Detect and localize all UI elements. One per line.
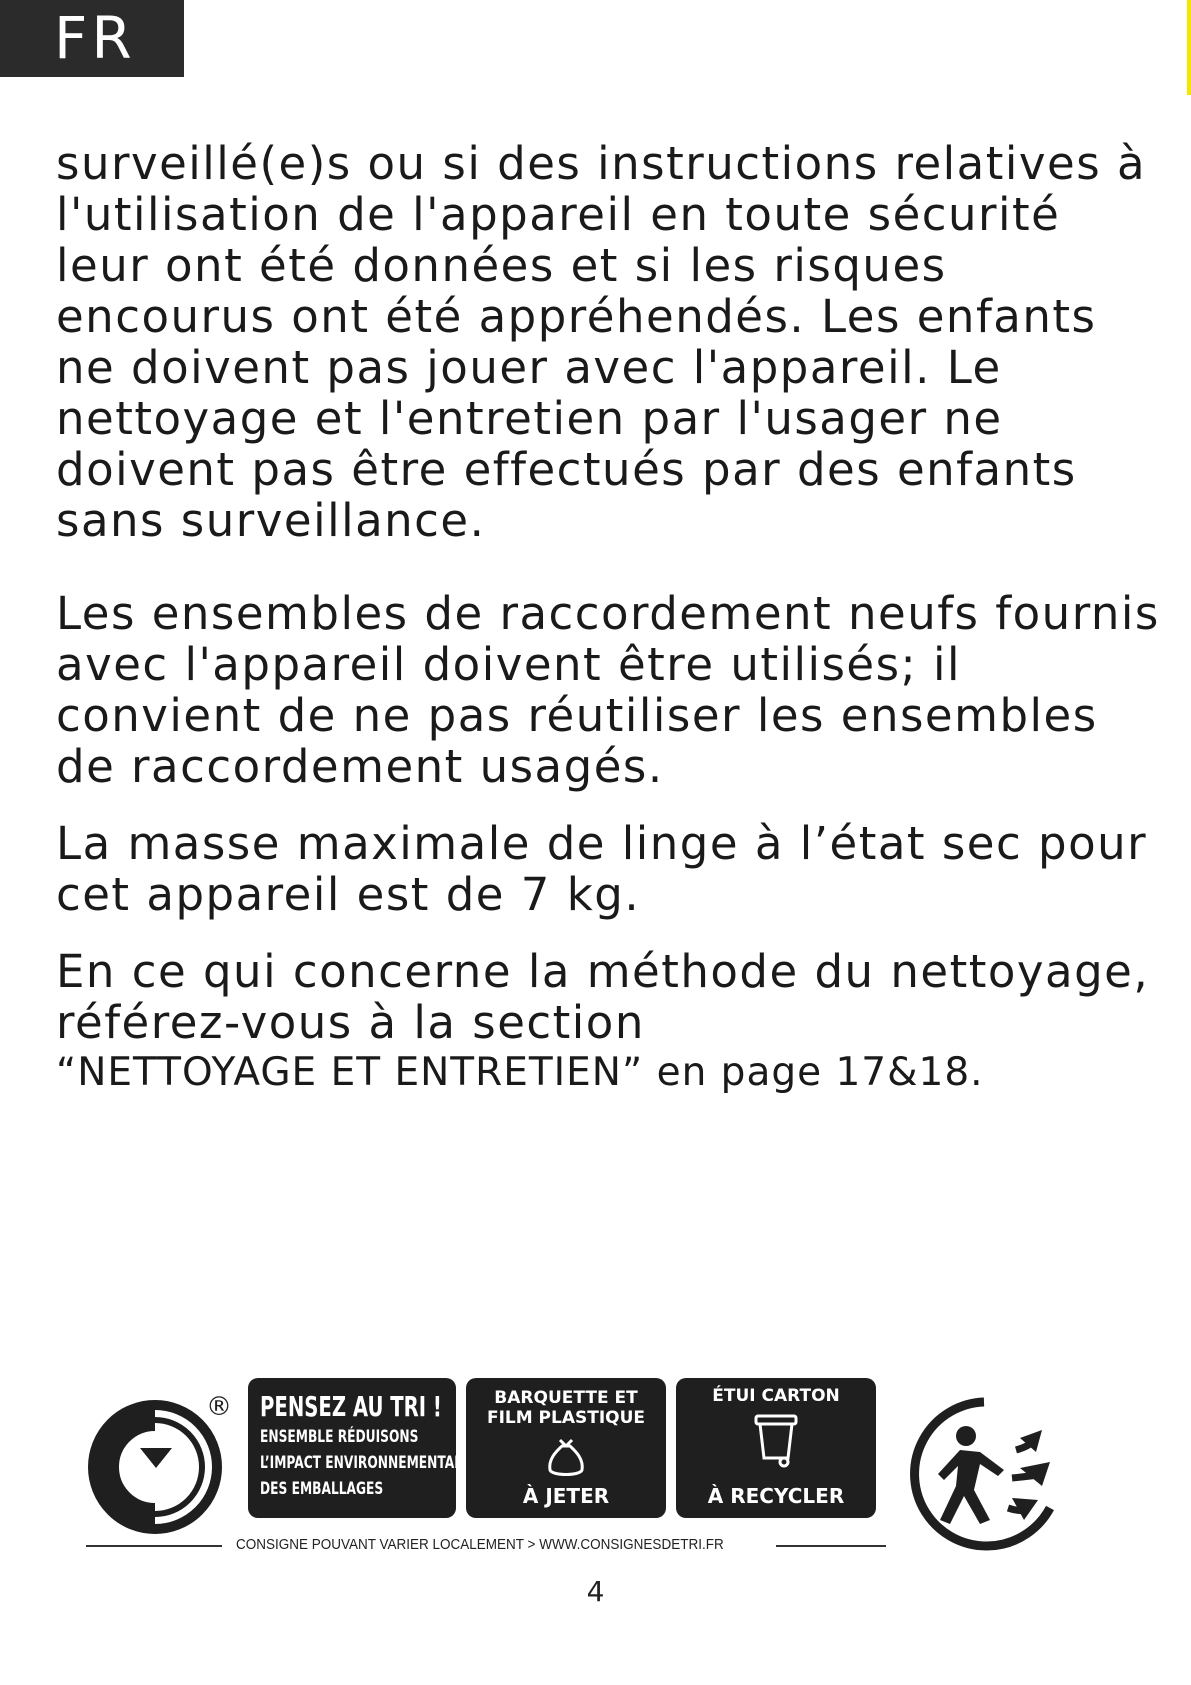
divider-left: [86, 1545, 222, 1547]
carton-head: ÉTUI CARTON: [712, 1386, 840, 1406]
recycling-logos: [86, 1378, 1086, 1518]
cleaning-reference-section: “NETTOYAGE ET ENTRETIEN” en page 17&18.: [56, 1050, 984, 1095]
recycling-bin-icon: [752, 1412, 800, 1468]
pensez-au-tri-box: [248, 1378, 463, 1518]
plastic-film-box: [466, 1378, 666, 1518]
pensez-line-3: DES EMBALLAGES: [260, 1479, 384, 1499]
triman-icon: [900, 1390, 1070, 1558]
carton-foot: À RECYCLER: [707, 1484, 845, 1508]
plastic-film-foot: À JETER: [522, 1484, 610, 1508]
paragraph-supervision: surveillé(e)s ou si des instructions relatives à l'utilisation de l'appareil en toute sécurité leur ont été données et si les risques encourus ont été appréhendés. Les enfants ne doivent pas jouer avec l'appareil. Le nettoyage et l'entretien par l'usager ne doivent pas être effectués par des enfants sans surveillance.: [56, 137, 1147, 547]
paragraph-cleaning-reference: [56, 946, 1166, 1098]
trash-bag-icon: [544, 1436, 588, 1478]
paragraph-connection-sets: Les ensembles de raccordement neufs fournis avec l'appareil doivent être utilisés; il convient de ne pas réutiliser les ensembles de raccordement usagés.: [56, 587, 1160, 793]
instructions-text: [56, 138, 1166, 1098]
plastic-film-head-2: FILM PLASTIQUE: [486, 1408, 646, 1428]
pensez-line-2: L’IMPACT ENVIRONNEMENTAL: [260, 1453, 463, 1473]
language-tab: FR: [0, 0, 184, 77]
plastic-film-head-1: BARQUETTE ET: [494, 1388, 638, 1408]
green-dot-icon: [86, 1398, 224, 1536]
edge-marker: [1187, 0, 1191, 95]
divider-right: [776, 1545, 886, 1547]
pensez-title: PENSEZ AU TRI !: [260, 1390, 442, 1423]
registered-mark: ®: [206, 1392, 232, 1422]
pensez-line-1: ENSEMBLE RÉDUISONS: [260, 1427, 419, 1447]
consigne-text: CONSIGNE POUVANT VARIER LOCALEMENT > WWW.CONSIGNESDETRI.FR: [236, 1536, 724, 1553]
carton-box: [676, 1378, 876, 1518]
page-number: 4: [586, 1575, 605, 1608]
consigne-footer: [86, 1534, 886, 1556]
paragraph-max-load: La masse maximale de linge à l’état sec pour cet appareil est de 7 kg.: [56, 817, 1148, 921]
cleaning-reference-main: En ce qui concerne la méthode du nettoyage, référez-vous à la section: [56, 945, 1150, 1049]
